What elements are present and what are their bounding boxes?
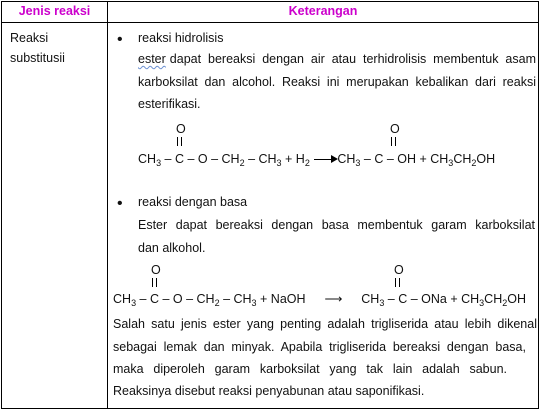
hidrolisis-title: reaksi hidrolisis [138,31,224,45]
header-keterangan: Keterangan [108,2,539,23]
eq-text: + NaOH [256,292,306,306]
hidrolisis-para-line2: karboksilat dan alcohol. Reaksi ini merupakan kebalikan dari reaksi [138,75,536,89]
carbonyl-o-left: O [176,122,186,136]
carbonyl-o-left: O [151,263,161,277]
hidrolisis-equation-line [138,150,495,168]
eq-sub: 3 [479,298,485,308]
eq-text: CH [113,292,132,306]
eq-sub: 2 [214,298,220,308]
eq-text: CH [337,152,356,166]
hidrolisis-para-line1 [138,50,536,68]
eq-sub: 3 [448,158,454,168]
reaction-table [1,1,539,409]
jenis-reaksi-line2: substitusii [10,51,65,65]
eq-sub: 2 [502,298,508,308]
reaction-arrow-icon: ⟶ [324,292,343,306]
closing-line1: Salah satu jenis ester yang penting adalah trigliserida atau lebih dikenal [113,317,537,331]
closing-line3: maka diperoleh garam karboksilat yang tak lain adalah sabun. [113,362,507,376]
bullet-icon: • [117,31,123,48]
eq-text: – CH [244,152,277,166]
eq-sub: 2 [471,158,477,168]
eq-text: CH [484,292,503,306]
eq-text: – CH [219,292,252,306]
eq-text: CH [138,152,157,166]
bullet-icon: • [117,195,123,212]
carbonyl-o-right: O [390,122,400,136]
hidrolisis-para-line3: esterifikasi. [138,97,201,111]
double-bond-left [177,137,182,146]
basa-para-line2: dan alkohol. [138,241,206,255]
hidrolisis-para-line1-rest: dapat bereaksi dengan air atau terhidrolisis membentuk asam [169,52,536,66]
eq-sub: 3 [251,298,257,308]
eq-text: + H [281,152,305,166]
carbonyl-o-right: O [394,263,404,277]
double-bond-right [391,137,396,146]
jenis-reaksi-cell [2,23,108,409]
basa-equation-lhs [113,290,306,308]
header-row [2,2,539,23]
header-jenis-reaksi: Jenis reaksi [2,2,108,23]
eq-text: – C – O – CH [136,292,215,306]
eq-sub: 3 [379,298,385,308]
jenis-reaksi-line1: Reaksi [10,31,49,45]
eq-text: OH [476,152,496,166]
basa-equation-rhs [361,290,526,308]
eq-text: OH [507,292,526,306]
eq-sub: 3 [276,158,282,168]
double-bond-right [395,278,400,287]
eq-text: CH [453,152,472,166]
eq-sub: 2 [239,158,245,168]
eq-text: CH [361,292,380,306]
eq-sub: 3 [131,298,137,308]
closing-line2: sebagai lemak dan minyak. Apabila trigliserida bereaksi dengan basa, [113,340,526,354]
eq-text: – C – ONa + CH [384,292,480,306]
double-bond-left [152,278,157,287]
closing-line4: Reaksinya disebut reaksi penyabunan atau saponifikasi. [113,384,425,398]
eq-sub: 3 [156,158,162,168]
table-row [2,23,539,409]
ester-word: ester [138,52,166,66]
eq-sub: 3 [355,158,361,168]
basa-para-line1: Ester dapat bereaksi dengan basa membentuk garam karboksilat [138,218,535,232]
keterangan-cell [108,23,539,409]
eq-sub: 2 [304,158,310,168]
basa-title: reaksi dengan basa [138,195,248,209]
basa-equation-line [113,290,526,308]
eq-text: – C – O – CH [161,152,240,166]
eq-text: – C – OH + CH [360,152,449,166]
reaction-arrow-icon [314,159,336,160]
